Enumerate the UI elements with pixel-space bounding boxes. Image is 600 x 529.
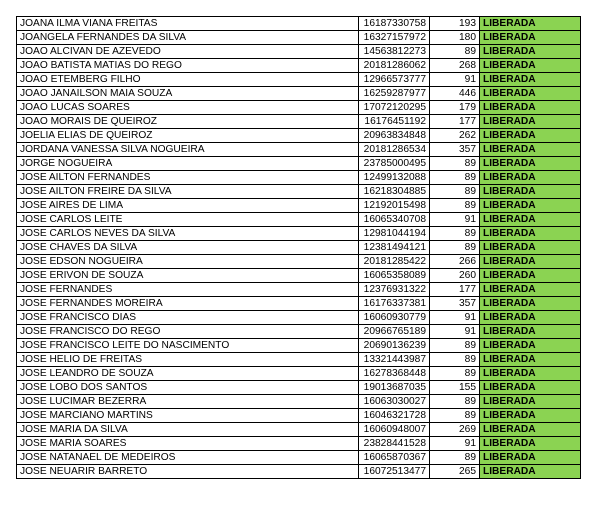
name-cell: JOSE CARLOS NEVES DA SILVA bbox=[17, 227, 359, 241]
value-cell: 89 bbox=[430, 157, 480, 171]
table-row bbox=[17, 381, 581, 395]
value-cell: 91 bbox=[430, 213, 480, 227]
name-cell: JOSE CHAVES DA SILVA bbox=[17, 241, 359, 255]
code-cell: 16176451192 bbox=[359, 115, 430, 129]
code-cell: 16046321728 bbox=[359, 409, 430, 423]
name-cell: JOSE MARIA DA SILVA bbox=[17, 423, 359, 437]
value-cell: 357 bbox=[430, 143, 480, 157]
status-cell: LIBERADA bbox=[480, 381, 581, 395]
code-cell: 16218304885 bbox=[359, 185, 430, 199]
table-row bbox=[17, 241, 581, 255]
code-cell: 16327157972 bbox=[359, 31, 430, 45]
code-cell: 12376931322 bbox=[359, 283, 430, 297]
table-row bbox=[17, 171, 581, 185]
code-cell: 16176337381 bbox=[359, 297, 430, 311]
status-cell: LIBERADA bbox=[480, 255, 581, 269]
name-cell: JOSE LEANDRO DE SOUZA bbox=[17, 367, 359, 381]
value-cell: 91 bbox=[430, 325, 480, 339]
table-row bbox=[17, 283, 581, 297]
code-cell: 12981044194 bbox=[359, 227, 430, 241]
name-cell: JOAO JANAILSON MAIA SOUZA bbox=[17, 87, 359, 101]
value-cell: 89 bbox=[430, 395, 480, 409]
value-cell: 89 bbox=[430, 353, 480, 367]
code-cell: 12381494121 bbox=[359, 241, 430, 255]
table-row bbox=[17, 59, 581, 73]
value-cell: 357 bbox=[430, 297, 480, 311]
code-cell: 20690136239 bbox=[359, 339, 430, 353]
name-cell: JOAO ALCIVAN DE AZEVEDO bbox=[17, 45, 359, 59]
name-cell: JORGE NOGUEIRA bbox=[17, 157, 359, 171]
code-cell: 20966765189 bbox=[359, 325, 430, 339]
name-cell: JOAO BATISTA MATIAS DO REGO bbox=[17, 59, 359, 73]
code-cell: 16278368448 bbox=[359, 367, 430, 381]
table-row bbox=[17, 269, 581, 283]
name-cell: JOSE CARLOS LEITE bbox=[17, 213, 359, 227]
status-cell: LIBERADA bbox=[480, 311, 581, 325]
name-cell: JOAO ETEMBERG FILHO bbox=[17, 73, 359, 87]
status-cell: LIBERADA bbox=[480, 283, 581, 297]
value-cell: 266 bbox=[430, 255, 480, 269]
status-cell: LIBERADA bbox=[480, 353, 581, 367]
table-row bbox=[17, 367, 581, 381]
status-cell: LIBERADA bbox=[480, 451, 581, 465]
code-cell: 14563812273 bbox=[359, 45, 430, 59]
table-row bbox=[17, 213, 581, 227]
status-cell: LIBERADA bbox=[480, 465, 581, 479]
table-row bbox=[17, 311, 581, 325]
code-cell: 16060930779 bbox=[359, 311, 430, 325]
table-row bbox=[17, 185, 581, 199]
name-cell: JOSE ERIVON DE SOUZA bbox=[17, 269, 359, 283]
code-cell: 20963834848 bbox=[359, 129, 430, 143]
status-cell: LIBERADA bbox=[480, 31, 581, 45]
value-cell: 179 bbox=[430, 101, 480, 115]
code-cell: 20181285422 bbox=[359, 255, 430, 269]
name-cell: JOSE AILTON FREIRE DA SILVA bbox=[17, 185, 359, 199]
name-cell: JOSE LOBO DOS SANTOS bbox=[17, 381, 359, 395]
name-cell: JOSE FERNANDES MOREIRA bbox=[17, 297, 359, 311]
value-cell: 89 bbox=[430, 367, 480, 381]
value-cell: 89 bbox=[430, 409, 480, 423]
table-row bbox=[17, 115, 581, 129]
code-cell: 16187330758 bbox=[359, 17, 430, 31]
table-row bbox=[17, 353, 581, 367]
value-cell: 89 bbox=[430, 227, 480, 241]
status-cell: LIBERADA bbox=[480, 157, 581, 171]
code-cell: 12499132088 bbox=[359, 171, 430, 185]
status-cell: LIBERADA bbox=[480, 241, 581, 255]
name-cell: JOANGELA FERNANDES DA SILVA bbox=[17, 31, 359, 45]
table-row bbox=[17, 423, 581, 437]
status-cell: LIBERADA bbox=[480, 213, 581, 227]
table-row bbox=[17, 129, 581, 143]
table-row bbox=[17, 17, 581, 31]
name-cell: JOSE AILTON FERNANDES bbox=[17, 171, 359, 185]
value-cell: 269 bbox=[430, 423, 480, 437]
value-cell: 89 bbox=[430, 45, 480, 59]
table-row bbox=[17, 199, 581, 213]
status-cell: LIBERADA bbox=[480, 409, 581, 423]
name-cell: JOSE MARIA SOARES bbox=[17, 437, 359, 451]
value-cell: 268 bbox=[430, 59, 480, 73]
status-cell: LIBERADA bbox=[480, 185, 581, 199]
value-cell: 260 bbox=[430, 269, 480, 283]
table-row bbox=[17, 395, 581, 409]
code-cell: 16063030027 bbox=[359, 395, 430, 409]
value-cell: 265 bbox=[430, 465, 480, 479]
code-cell: 16065340708 bbox=[359, 213, 430, 227]
value-cell: 180 bbox=[430, 31, 480, 45]
name-cell: JORDANA VANESSA SILVA NOGUEIRA bbox=[17, 143, 359, 157]
code-cell: 16065358089 bbox=[359, 269, 430, 283]
name-cell: JOSE FERNANDES bbox=[17, 283, 359, 297]
name-cell: JOSE AIRES DE LIMA bbox=[17, 199, 359, 213]
name-cell: JOAO LUCAS SOARES bbox=[17, 101, 359, 115]
value-cell: 91 bbox=[430, 437, 480, 451]
table-body bbox=[17, 17, 581, 479]
status-cell: LIBERADA bbox=[480, 297, 581, 311]
code-cell: 13321443987 bbox=[359, 353, 430, 367]
code-cell: 20181286062 bbox=[359, 59, 430, 73]
status-cell: LIBERADA bbox=[480, 269, 581, 283]
name-cell: JOSE LUCIMAR BEZERRA bbox=[17, 395, 359, 409]
code-cell: 23785000495 bbox=[359, 157, 430, 171]
status-cell: LIBERADA bbox=[480, 129, 581, 143]
status-cell: LIBERADA bbox=[480, 87, 581, 101]
value-cell: 262 bbox=[430, 129, 480, 143]
status-cell: LIBERADA bbox=[480, 227, 581, 241]
table-row bbox=[17, 31, 581, 45]
table-row bbox=[17, 465, 581, 479]
name-cell: JOSE NATANAEL DE MEDEIROS bbox=[17, 451, 359, 465]
code-cell: 16060948007 bbox=[359, 423, 430, 437]
table-row bbox=[17, 157, 581, 171]
status-cell: LIBERADA bbox=[480, 325, 581, 339]
code-cell: 12966573777 bbox=[359, 73, 430, 87]
name-cell: JOSE FRANCISCO DO REGO bbox=[17, 325, 359, 339]
status-cell: LIBERADA bbox=[480, 45, 581, 59]
status-cell: LIBERADA bbox=[480, 101, 581, 115]
code-cell: 20181286534 bbox=[359, 143, 430, 157]
value-cell: 177 bbox=[430, 115, 480, 129]
status-cell: LIBERADA bbox=[480, 339, 581, 353]
table-row bbox=[17, 101, 581, 115]
value-cell: 155 bbox=[430, 381, 480, 395]
code-cell: 19013687035 bbox=[359, 381, 430, 395]
status-cell: LIBERADA bbox=[480, 171, 581, 185]
status-cell: LIBERADA bbox=[480, 73, 581, 87]
value-cell: 89 bbox=[430, 339, 480, 353]
beneficiary-table bbox=[16, 16, 581, 479]
name-cell: JOSE FRANCISCO DIAS bbox=[17, 311, 359, 325]
table-row bbox=[17, 339, 581, 353]
value-cell: 89 bbox=[430, 451, 480, 465]
status-cell: LIBERADA bbox=[480, 423, 581, 437]
value-cell: 193 bbox=[430, 17, 480, 31]
value-cell: 89 bbox=[430, 171, 480, 185]
status-cell: LIBERADA bbox=[480, 437, 581, 451]
table-row bbox=[17, 143, 581, 157]
name-cell: JOSE HELIO DE FREITAS bbox=[17, 353, 359, 367]
table-row bbox=[17, 255, 581, 269]
status-cell: LIBERADA bbox=[480, 115, 581, 129]
table-row bbox=[17, 297, 581, 311]
name-cell: JOSE EDSON NOGUEIRA bbox=[17, 255, 359, 269]
name-cell: JOSE MARCIANO MARTINS bbox=[17, 409, 359, 423]
value-cell: 91 bbox=[430, 311, 480, 325]
table-row bbox=[17, 451, 581, 465]
value-cell: 446 bbox=[430, 87, 480, 101]
value-cell: 89 bbox=[430, 241, 480, 255]
status-cell: LIBERADA bbox=[480, 199, 581, 213]
name-cell: JOELIA ELIAS DE QUEIROZ bbox=[17, 129, 359, 143]
table-row bbox=[17, 87, 581, 101]
name-cell: JOAO MORAIS DE QUEIROZ bbox=[17, 115, 359, 129]
name-cell: JOSE FRANCISCO LEITE DO NASCIMENTO bbox=[17, 339, 359, 353]
table-row bbox=[17, 73, 581, 87]
table-row bbox=[17, 409, 581, 423]
name-cell: JOSE NEUARIR BARRETO bbox=[17, 465, 359, 479]
status-cell: LIBERADA bbox=[480, 143, 581, 157]
table-row bbox=[17, 227, 581, 241]
value-cell: 177 bbox=[430, 283, 480, 297]
code-cell: 16065870367 bbox=[359, 451, 430, 465]
table-row bbox=[17, 45, 581, 59]
value-cell: 91 bbox=[430, 73, 480, 87]
value-cell: 89 bbox=[430, 199, 480, 213]
code-cell: 16259287977 bbox=[359, 87, 430, 101]
table-row bbox=[17, 437, 581, 451]
name-cell: JOANA ILMA VIANA FREITAS bbox=[17, 17, 359, 31]
table-row bbox=[17, 325, 581, 339]
status-cell: LIBERADA bbox=[480, 367, 581, 381]
code-cell: 12192015498 bbox=[359, 199, 430, 213]
value-cell: 89 bbox=[430, 185, 480, 199]
code-cell: 16072513477 bbox=[359, 465, 430, 479]
status-cell: LIBERADA bbox=[480, 395, 581, 409]
status-cell: LIBERADA bbox=[480, 17, 581, 31]
code-cell: 23828441528 bbox=[359, 437, 430, 451]
status-cell: LIBERADA bbox=[480, 59, 581, 73]
code-cell: 17072120295 bbox=[359, 101, 430, 115]
